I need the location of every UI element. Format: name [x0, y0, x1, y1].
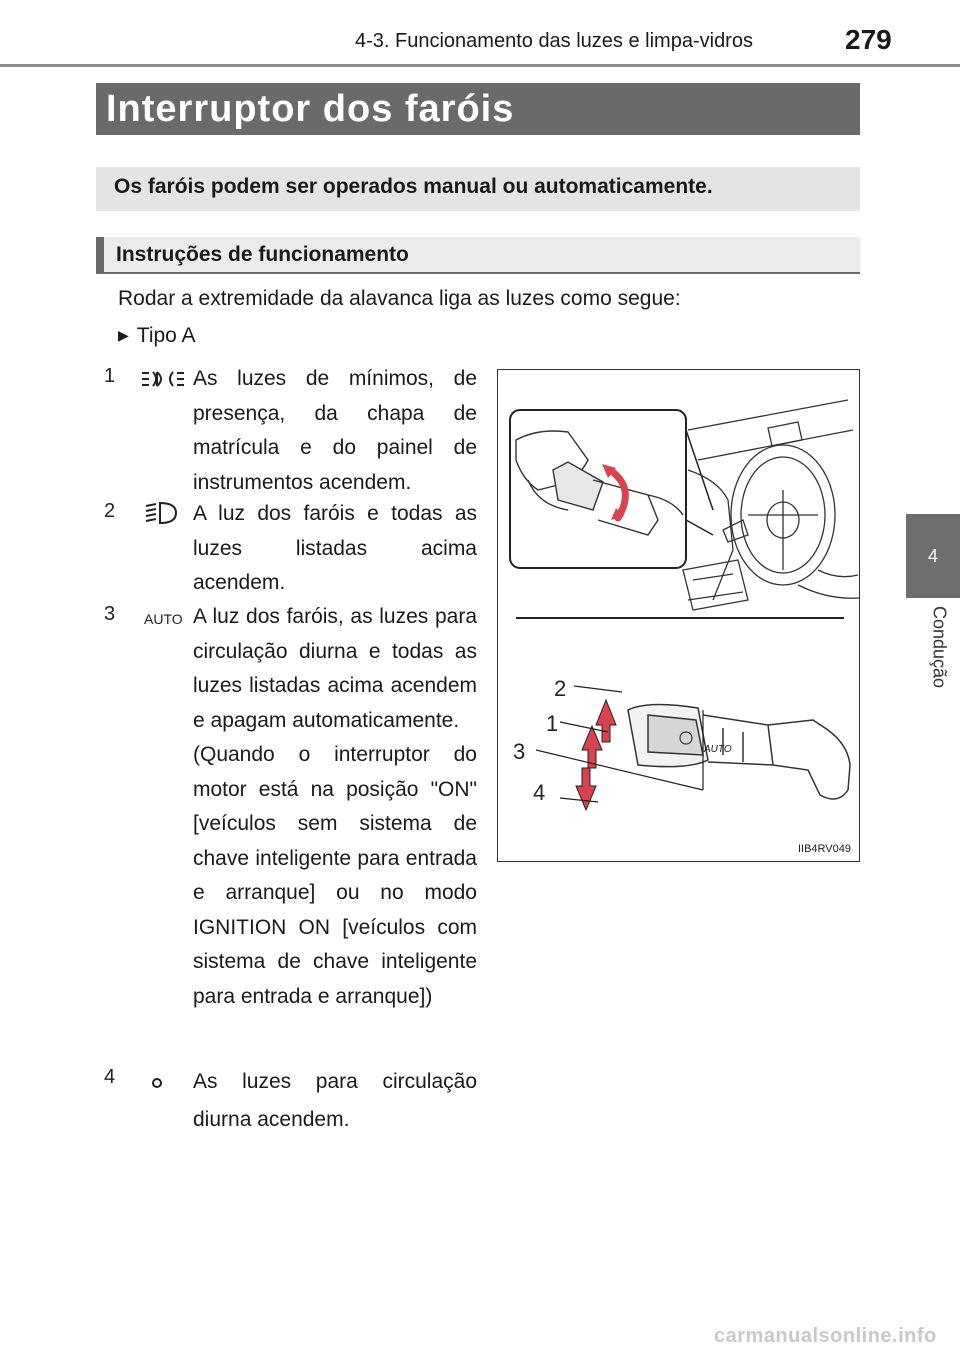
side-lights-icon: [140, 366, 186, 392]
callout-1: 1: [546, 711, 559, 736]
triangle-bullet-icon: ▶: [118, 327, 129, 343]
subsection-heading: Instruções de funcionamento: [96, 237, 860, 274]
off-icon: [140, 1067, 186, 1093]
item-number: 3: [104, 603, 116, 625]
item-text: [193, 600, 477, 1014]
item-3-note: (Quando o interruptor do motor está na posição "ON" [veículos sem sistema de chave inteligente para entrada e arranque] ou no modo IGNITION ON [veículos com sistema de chave inteligente para entrada e arranque]): [193, 743, 477, 1008]
auto-icon: [140, 604, 186, 630]
chapter-number: 4: [927, 545, 938, 566]
item-number: 4: [104, 1066, 116, 1088]
item-text: As luzes de mínimos, de presença, da chapa de matrícula e do painel de instrumentos acendem.: [193, 367, 477, 494]
header-section-title: 4-3. Funcionamento das luzes e limpa-vidros: [355, 30, 753, 52]
auto-icon-label: AUTO: [144, 611, 183, 627]
arrow-up-outer-icon: [596, 700, 616, 742]
lever-illustration: [497, 369, 860, 862]
watermark: carmanualsonline.info: [714, 1325, 937, 1347]
chapter-label: Condução: [929, 606, 950, 689]
type-label: [118, 324, 196, 348]
chapter-tab: [906, 514, 960, 598]
headlight-icon: [140, 501, 186, 527]
arrow-down-icon: [576, 768, 596, 810]
item-text: A luz dos faróis e todas as luzes listadas acima acendem.: [193, 502, 477, 594]
item-3-main-text: A luz dos faróis, as luzes para circulação diurna e todas as luzes listadas acima acendem e apagam automaticamente.: [193, 605, 477, 732]
callout-4: 4: [533, 780, 546, 805]
lever-auto-label: AUTO: [704, 744, 732, 755]
callout-3: 3: [513, 739, 526, 764]
item-text: As luzes para circulação diurna acendem.: [193, 1070, 477, 1131]
callout-2: 2: [554, 676, 567, 701]
figure-code: IIB4RV049: [797, 843, 851, 855]
page-title: Interruptor dos faróis: [96, 83, 860, 135]
body-intro-text: Rodar a extremidade da alavanca liga as luzes como segue:: [118, 287, 681, 310]
type-label-text: Tipo A: [136, 324, 196, 347]
intro-summary: Os faróis podem ser operados manual ou automaticamente.: [96, 167, 860, 211]
lever-diagram: [498, 370, 859, 861]
item-number: 2: [104, 500, 116, 522]
page-number: 279: [845, 24, 892, 55]
header-divider: [0, 64, 960, 67]
item-number: 1: [104, 365, 116, 387]
